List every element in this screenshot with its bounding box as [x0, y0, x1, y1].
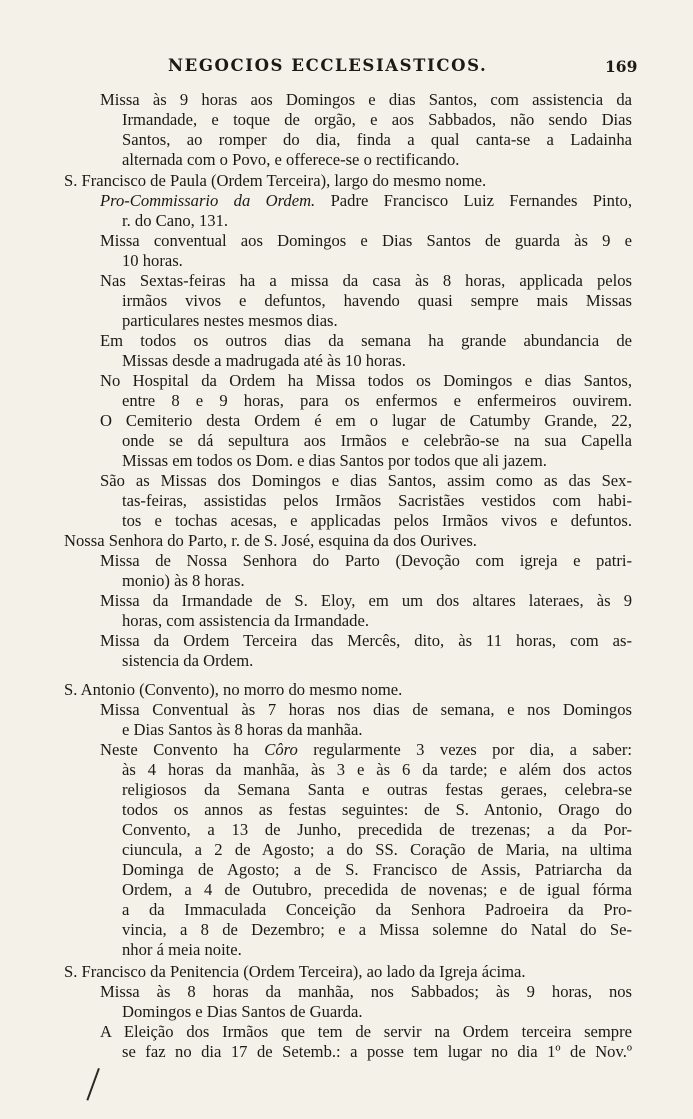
text-line: monio) às 8 horas. — [122, 571, 245, 590]
text-line: se faz no dia 17 de Setemb.: a posse tem lugar no dia 1º de Nov.º — [122, 1042, 632, 1061]
text-line: irmãos vivos e defuntos, havendo quasi sempre mais Missas — [122, 291, 632, 310]
page-number: 169 — [605, 57, 638, 76]
text-line: Ordem, a 4 de Outubro, precedida de novenas; e de igual fórma — [122, 880, 632, 899]
clergy-name: Padre Francisco Luiz Fernandes Pinto, — [330, 191, 632, 210]
text-line: Missas em todos os Dom. e dias Santos por todos que ali jazem. — [122, 451, 547, 470]
text-line: religiosos da Semana Santa e outras festas geraes, celebra-se — [122, 780, 632, 799]
text-line: Missa Conventual às 7 horas nos dias de semana, e nos Domingos — [100, 700, 632, 719]
text-line: São as Missas dos Domingos e dias Santos, assim como as das Sex- — [100, 471, 632, 490]
text-line: Missa de Nossa Senhora do Parto (Devoção com igreja e patri- — [100, 551, 632, 570]
entry-heading: S. Francisco da Penitencia (Ordem Terceira), ao lado da Igreja ácima. — [64, 962, 526, 981]
entry-heading: Nossa Senhora do Parto, r. de S. José, esquina da dos Ourives. — [64, 531, 477, 550]
text-line: r. do Cano, 131. — [122, 211, 229, 230]
text-line: No Hospital da Ordem ha Missa todos os Domingos e dias Santos, — [100, 371, 632, 390]
running-header — [0, 56, 693, 82]
text-line: tas-feiras, assistidas pelos Irmãos Sacristães vestidos com habi- — [122, 491, 632, 510]
text-line: todos os annos as festas seguintes: de S. Antonio, Orago do — [122, 800, 632, 819]
text-line — [100, 191, 632, 211]
text-line: alternada com o Povo, e offerece-se o rectificando. — [122, 150, 460, 169]
text-line: às 4 horas da manhãa, às 3 e às 6 da tarde; e além dos actos — [122, 760, 632, 779]
text-line: Missa da Ordem Terceira das Mercês, dito, às 11 horas, com as- — [100, 631, 632, 650]
text-line: Missas desde a madrugada até às 10 horas. — [122, 351, 406, 370]
ink-stroke-mark — [86, 1068, 100, 1101]
text-line: entre 8 e 9 horas, para os enfermos e enfermeiros ouvirem. — [122, 391, 632, 410]
text-line: Irmandade, e toque de orgão, e aos Sabbados, não sendo Dias — [122, 110, 632, 129]
entry-heading: S. Antonio (Convento), no morro do mesmo nome. — [64, 680, 403, 699]
text-line: A Eleição dos Irmãos que tem de servir na Ordem terceira sempre — [100, 1022, 632, 1041]
text-line: O Cemiterio desta Ordem é em o lugar de Catumby Grande, 22, — [100, 411, 632, 430]
text-line: Missa às 8 horas da manhãa, nos Sabbados; às 9 horas, nos — [100, 982, 632, 1001]
text-line: Missa conventual aos Domingos e Dias Santos de guarda às 9 e — [100, 231, 632, 250]
running-title: NEGOCIOS ECCLESIASTICOS. — [168, 56, 488, 75]
text-line: Em todos os outros dias da semana ha grande abundancia de — [100, 331, 632, 350]
text-line: nhor á meia noite. — [122, 940, 242, 959]
text-line: Missa da Irmandade de S. Eloy, em um dos altares lateraes, às 9 — [100, 591, 632, 610]
text-line: 10 horas. — [122, 251, 183, 270]
text-line: sistencia da Ordem. — [122, 651, 254, 670]
text-line: e Dias Santos às 8 horas da manhãa. — [122, 720, 363, 739]
text-line: Domingos e Dias Santos de Guarda. — [122, 1002, 363, 1021]
text-line: vincia, a 8 de Dezembro; e a Missa solemne do Natal do Se- — [122, 920, 632, 939]
text-line: Dominga de Agosto; a de S. Francisco de Assis, Patriarcha da — [122, 860, 632, 879]
text-line: Missa às 9 horas aos Domingos e dias Santos, com assistencia da — [100, 90, 632, 109]
entry-heading: S. Francisco de Paula (Ordem Terceira), largo do mesmo nome. — [64, 171, 487, 190]
text-line: horas, com assistencia da Irmandade. — [122, 611, 369, 630]
italic-word: Côro — [264, 740, 298, 759]
text-line: Santos, ao romper do dia, finda a qual canta-se a Ladainha — [122, 130, 632, 149]
text-line: onde se dá sepultura aos Irmãos e celebrão-se na sua Capella — [122, 431, 632, 450]
text-line: Neste Convento ha Côro regularmente 3 vezes por dia, a saber: — [100, 740, 632, 759]
text-line: ciuncula, a 2 de Agosto; a do SS. Coração de Maria, na ultima — [122, 840, 632, 859]
text-line: a da Immaculada Conceição da Senhora Padroeira da Pro- — [122, 900, 632, 919]
text-line: Convento, a 13 de Junho, precedida de trezenas; a da Por- — [122, 820, 632, 839]
text-line: Nas Sextas-feiras ha a missa da casa às 8 horas, applicada pelos — [100, 271, 632, 290]
text-line: tos e tochas acesas, e applicadas pelos Irmãos vivos e defuntos. — [122, 511, 632, 530]
italic-title: Pro-Commissario da Ordem. — [100, 191, 316, 210]
text-line: particulares nestes mesmos dias. — [122, 311, 338, 330]
